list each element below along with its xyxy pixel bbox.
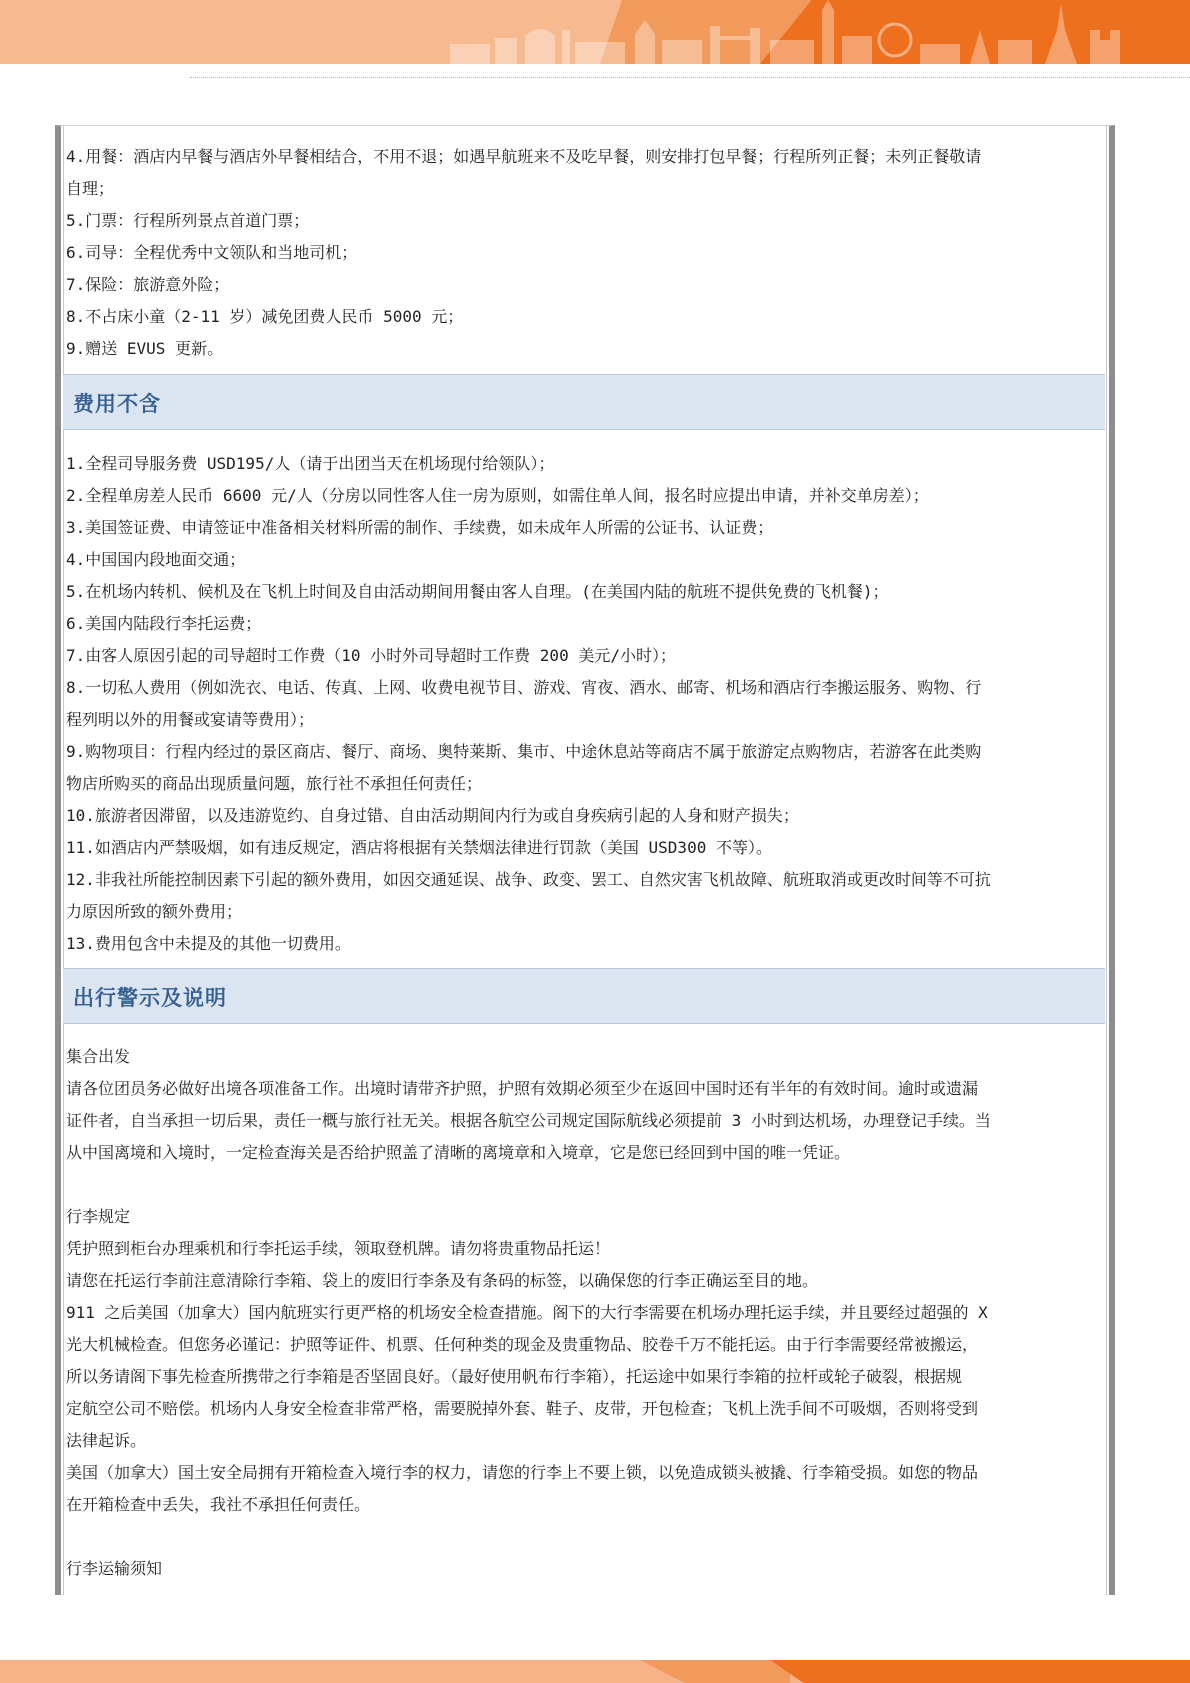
footer-band-dark (770, 1660, 1190, 1683)
paragraph-line: 定航空公司不赔偿。机场内人身安全检查非常严格，需要脱掉外套、鞋子、皮带，开包检查；飞机上洗手间不可吸烟，否则将受到 (66, 1399, 979, 1418)
list-item: 5.在机场内转机、候机及在飞机上时间及自由活动期间用餐由客人自理。(在美国内陆的航班不提供免费的飞机餐)； (66, 582, 889, 601)
list-item: 8.不占床小童（2-11 岁）减免团费人民币 5000 元； (66, 307, 464, 326)
paragraph-line: 证件者，自当承担一切后果，责任一概与旅行社无关。根据各航空公司规定国际航线必须提前 3 小时到达机场，办理登记手续。当 (66, 1111, 991, 1130)
section-title: 费用不含 (73, 392, 161, 416)
list-item: 13.费用包含中未提及的其他一切费用。 (66, 934, 351, 953)
list-item: 12.非我社所能控制因素下引起的额外费用，如因交通延误、战争、政变、罢工、自然灾害飞机故障、航班取消或更改时间等不可抗 (66, 870, 991, 889)
paragraph-line: 请您在托运行李前注意清除行李箱、袋上的废旧行李条及有条码的标签，以确保您的行李正确运至目的地。 (66, 1271, 819, 1290)
paragraph-line: 在开箱检查中丢失，我社不承担任何责任。 (66, 1495, 371, 1514)
list-item: 4.用餐：酒店内早餐与酒店外早餐相结合，不用不退；如遇早航班来不及吃早餐，则安排打包早餐；行程所列正餐；未列正餐敬请 (66, 147, 982, 166)
list-item: 物店所购买的商品出现质量问题，旅行社不承担任何责任； (66, 774, 483, 793)
city-skyline-icon (450, 0, 1150, 64)
list-item: 1.全程司导服务费 USD195/人（请于出团当天在机场现付给领队）； (66, 454, 555, 473)
list-item: 9.赠送 EVUS 更新。 (66, 339, 224, 358)
paragraph-line: 911 之后美国（加拿大）国内航班实行更严格的机场安全检查措施。阁下的大行李需要在机场办理托运手续，并且要经过超强的 X (66, 1303, 988, 1322)
list-item: 5.门票：行程所列景点首道门票； (66, 211, 310, 230)
section-header-notice (63, 968, 1105, 1024)
included-list (66, 141, 1098, 365)
header-dotted-rule (190, 77, 1190, 78)
list-item: 6.司导：全程优秀中文领队和当地司机； (66, 243, 358, 262)
paragraph-line: 光大机械检查。但您务必谨记：护照等证件、机票、任何种类的现金及贵重物品、胶卷千万不能托运。由于行李需要经常被搬运， (66, 1335, 979, 1354)
list-item: 8.一切私人费用（例如洗衣、电话、传真、上网、收费电视节目、游戏、宵夜、酒水、邮寄、机场和酒店行李搬运服务、购物、行 (66, 678, 982, 697)
section-header-excluded (63, 374, 1105, 430)
list-item: 程列明以外的用餐或宴请等费用）； (66, 710, 315, 729)
list-item: 9.购物项目：行程内经过的景区商店、餐厅、商场、奥特莱斯、集市、中途休息站等商店不属于旅游定点购物店，若游客在此类购 (66, 742, 982, 761)
excluded-list (66, 448, 1098, 960)
subsection-heading: 集合出发 (66, 1047, 131, 1066)
header-banner (0, 0, 1190, 64)
subsection-heading: 行李规定 (66, 1207, 131, 1226)
paragraph-line: 法律起诉。 (66, 1431, 147, 1450)
list-item: 自理； (66, 179, 115, 198)
paragraph-line: 凭护照到柜台办理乘机和行李托运手续，领取登机牌。请勿将贵重物品托运！ (66, 1239, 611, 1258)
list-item: 7.保险：旅游意外险； (66, 275, 230, 294)
paragraph-line: 请各位团员务必做好出境各项准备工作。出境时请带齐护照，护照有效期必须至少在返回中国时还有半年的有效时间。逾时或遗漏 (66, 1079, 979, 1098)
section-title: 出行警示及说明 (73, 986, 227, 1010)
spacer (66, 1169, 1098, 1201)
list-item: 6.美国内陆段行李托运费； (66, 614, 262, 633)
paragraph-line: 所以务请阁下事先检查所携带之行李箱是否坚固良好。（最好使用帆布行李箱），托运途中如果行李箱的拉杆或轮子破裂，根据规 (66, 1367, 963, 1386)
subsection-heading: 行李运输须知 (66, 1559, 163, 1578)
list-item: 力原因所致的额外费用； (66, 902, 243, 921)
list-item: 2.全程单房差人民币 6600 元/人（分房以同性客人住一房为原则，如需住单人间，报名时应提出申请，并补交单房差）； (66, 486, 929, 505)
spacer (66, 1521, 1098, 1553)
list-item: 4.中国国内段地面交通； (66, 550, 246, 569)
list-item: 11.如酒店内严禁吸烟，如有违反规定，酒店将根据有关禁烟法律进行罚款（美国 USD300 不等）。 (66, 838, 772, 857)
list-item: 7.由客人原因引起的司导超时工作费（10 小时外司导超时工作费 200 美元/小时）； (66, 646, 676, 665)
list-item: 3.美国签证费、申请签证中准备相关材料所需的制作、手续费，如未成年人所需的公证书、认证费； (66, 518, 774, 537)
paragraph-line: 美国（加拿大）国土安全局拥有开箱检查入境行李的权力，请您的行李上不要上锁，以免造成锁头被撬、行李箱受损。如您的物品 (66, 1463, 979, 1482)
notice-body (66, 1041, 1098, 1585)
list-item: 10.旅游者因滞留，以及违游览约、自身过错、自由活动期间内行为或自身疾病引起的人身和财产损失； (66, 806, 799, 825)
paragraph-line: 从中国离境和入境时，一定检查海关是否给护照盖了清晰的离境章和入境章，它是您已经回到中国的唯一凭证。 (66, 1143, 851, 1162)
footer-band-mid (640, 1660, 790, 1683)
footer-bar (0, 1660, 1190, 1683)
